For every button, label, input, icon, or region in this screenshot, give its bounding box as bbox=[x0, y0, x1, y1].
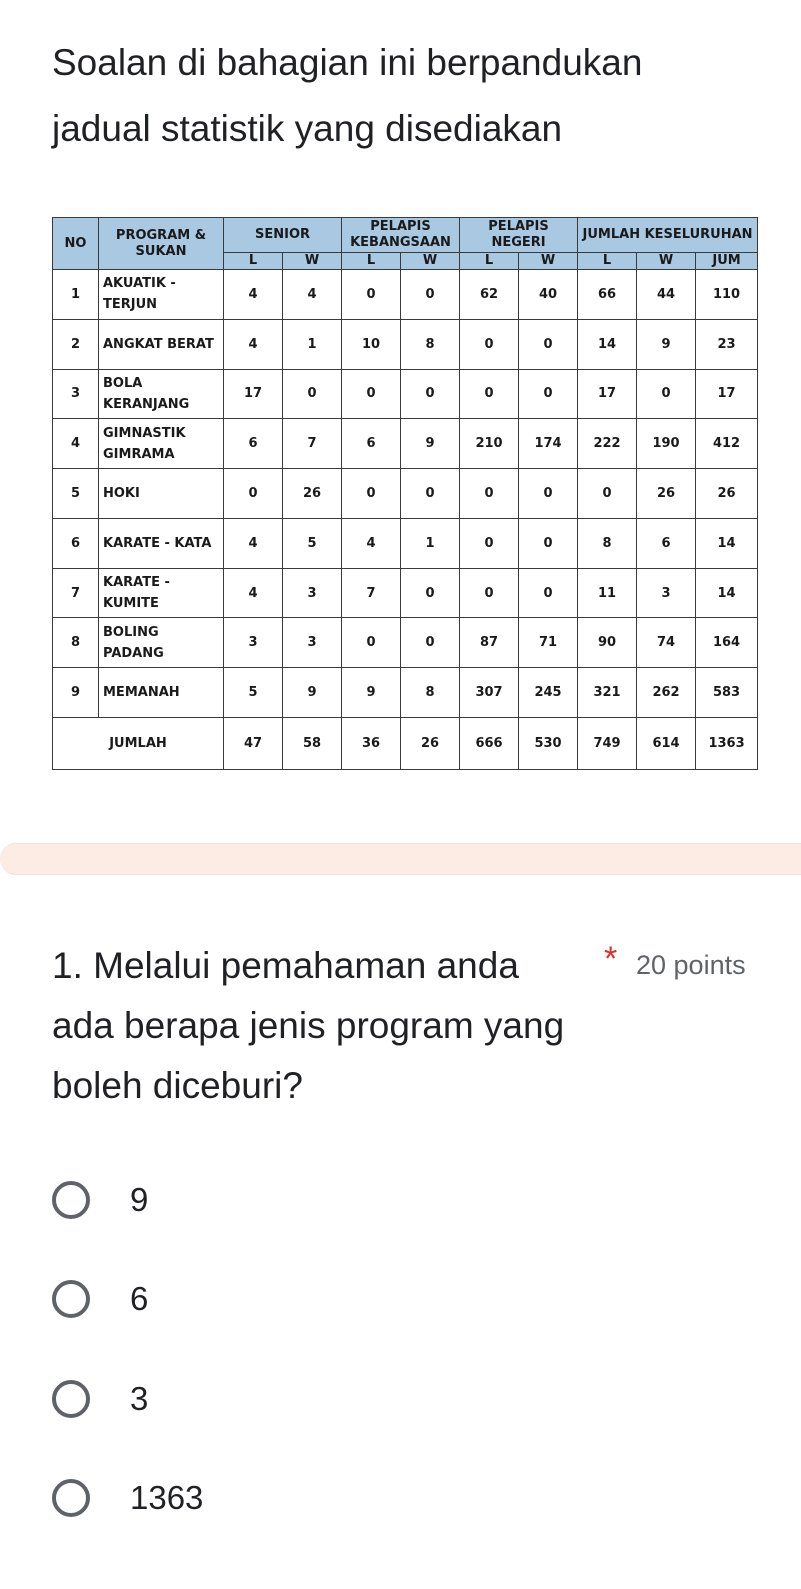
row-number: 4 bbox=[53, 419, 99, 469]
radio-button[interactable] bbox=[52, 1181, 90, 1219]
table-cell: 110 bbox=[696, 270, 758, 320]
table-cell: 583 bbox=[696, 668, 758, 718]
table-cell: 6 bbox=[342, 419, 401, 469]
table-cell: 0 bbox=[519, 369, 578, 419]
table-cell: 9 bbox=[283, 668, 342, 718]
question-line: ada berapa jenis program yang bbox=[52, 1005, 565, 1046]
table-cell: 3 bbox=[637, 568, 696, 618]
option-2[interactable] bbox=[52, 1269, 452, 1329]
table-cell: 8 bbox=[578, 518, 637, 568]
header-pelapis-negeri: PELAPIS NEGERI bbox=[460, 218, 578, 253]
option-4[interactable] bbox=[52, 1468, 452, 1528]
table-cell: 3 bbox=[224, 618, 283, 668]
total-cell: 36 bbox=[342, 718, 401, 770]
radio-button[interactable] bbox=[52, 1280, 90, 1318]
table-cell: 14 bbox=[696, 518, 758, 568]
table-cell: 4 bbox=[224, 518, 283, 568]
table-cell: 26 bbox=[283, 469, 342, 519]
header-no: NO bbox=[53, 218, 99, 270]
total-cell: 614 bbox=[637, 718, 696, 770]
table-cell: 66 bbox=[578, 270, 637, 320]
table-row bbox=[53, 618, 758, 668]
subheader-w: W bbox=[401, 253, 460, 270]
table-cell: 62 bbox=[460, 270, 519, 320]
program-name: KARATE - KATA bbox=[99, 518, 224, 568]
table-cell: 164 bbox=[696, 618, 758, 668]
question-title bbox=[52, 936, 612, 1116]
table-cell: 0 bbox=[342, 369, 401, 419]
header-senior: SENIOR bbox=[224, 218, 342, 253]
table-cell: 4 bbox=[283, 270, 342, 320]
radio-button[interactable] bbox=[52, 1479, 90, 1517]
table-cell: 3 bbox=[283, 568, 342, 618]
table-cell: 0 bbox=[460, 469, 519, 519]
table-row bbox=[53, 469, 758, 519]
table-cell: 0 bbox=[401, 568, 460, 618]
table-cell: 0 bbox=[401, 469, 460, 519]
subheader-jum: JUM bbox=[696, 253, 758, 270]
section-divider bbox=[0, 843, 801, 875]
program-name: BOLA KERANJANG bbox=[99, 369, 224, 419]
table-cell: 9 bbox=[637, 319, 696, 369]
total-label: JUMLAH bbox=[53, 718, 224, 770]
table-cell: 0 bbox=[637, 369, 696, 419]
program-name: MEMANAH bbox=[99, 668, 224, 718]
description-line: jadual statistik yang disediakan bbox=[52, 108, 563, 149]
program-name: GIMNASTIK GIMRAMA bbox=[99, 419, 224, 469]
table-cell: 210 bbox=[460, 419, 519, 469]
table-cell: 14 bbox=[578, 319, 637, 369]
table-cell: 190 bbox=[637, 419, 696, 469]
table-cell: 262 bbox=[637, 668, 696, 718]
table-cell: 0 bbox=[224, 469, 283, 519]
table-cell: 40 bbox=[519, 270, 578, 320]
table-cell: 4 bbox=[224, 270, 283, 320]
table-cell: 9 bbox=[342, 668, 401, 718]
table-cell: 0 bbox=[460, 369, 519, 419]
table-cell: 9 bbox=[401, 419, 460, 469]
table-cell: 44 bbox=[637, 270, 696, 320]
table-cell: 1 bbox=[401, 518, 460, 568]
table-cell: 0 bbox=[519, 568, 578, 618]
header-program: PROGRAM & SUKAN bbox=[99, 218, 224, 270]
table-cell: 321 bbox=[578, 668, 637, 718]
table-cell: 245 bbox=[519, 668, 578, 718]
subheader-l: L bbox=[578, 253, 637, 270]
table-cell: 17 bbox=[578, 369, 637, 419]
table-cell: 5 bbox=[283, 518, 342, 568]
table-cell: 71 bbox=[519, 618, 578, 668]
row-number: 6 bbox=[53, 518, 99, 568]
statistics-table bbox=[52, 217, 758, 770]
table-row bbox=[53, 518, 758, 568]
table-cell: 0 bbox=[519, 469, 578, 519]
question-line: boleh diceburi? bbox=[52, 1065, 303, 1106]
option-label: 3 bbox=[130, 1380, 149, 1417]
table-cell: 4 bbox=[342, 518, 401, 568]
table-cell: 0 bbox=[578, 469, 637, 519]
table-cell: 0 bbox=[519, 518, 578, 568]
option-label: 9 bbox=[130, 1181, 149, 1218]
table-cell: 0 bbox=[460, 568, 519, 618]
question-points: 20 points bbox=[636, 950, 746, 980]
program-name: KARATE - KUMITE bbox=[99, 568, 224, 618]
total-cell: 26 bbox=[401, 718, 460, 770]
radio-button[interactable] bbox=[52, 1380, 90, 1418]
table-cell: 3 bbox=[283, 618, 342, 668]
row-number: 7 bbox=[53, 568, 99, 618]
option-label: 6 bbox=[130, 1280, 149, 1317]
table-row bbox=[53, 668, 758, 718]
subheader-l: L bbox=[342, 253, 401, 270]
table-cell: 23 bbox=[696, 319, 758, 369]
table-cell: 5 bbox=[224, 668, 283, 718]
table-cell: 0 bbox=[342, 469, 401, 519]
table-cell: 0 bbox=[342, 618, 401, 668]
table-row bbox=[53, 568, 758, 618]
table-cell: 17 bbox=[224, 369, 283, 419]
table-row bbox=[53, 270, 758, 320]
table-row bbox=[53, 319, 758, 369]
program-name: HOKI bbox=[99, 469, 224, 519]
table-cell: 4 bbox=[224, 568, 283, 618]
table-cell: 174 bbox=[519, 419, 578, 469]
table-cell: 6 bbox=[637, 518, 696, 568]
table-cell: 0 bbox=[401, 270, 460, 320]
table-cell: 90 bbox=[578, 618, 637, 668]
table-cell: 74 bbox=[637, 618, 696, 668]
option-3[interactable] bbox=[52, 1369, 452, 1429]
subheader-w: W bbox=[637, 253, 696, 270]
table-cell: 6 bbox=[224, 419, 283, 469]
table-cell: 4 bbox=[224, 319, 283, 369]
header-jumlah-keseluruhan: JUMLAH KESELURUHAN bbox=[578, 218, 758, 253]
table-cell: 1 bbox=[283, 319, 342, 369]
table-cell: 11 bbox=[578, 568, 637, 618]
table-row bbox=[53, 419, 758, 469]
total-cell: 1363 bbox=[696, 718, 758, 770]
question-line: 1. Melalui pemahaman anda bbox=[52, 945, 519, 986]
table-row bbox=[53, 369, 758, 419]
table-cell: 10 bbox=[342, 319, 401, 369]
table-cell: 8 bbox=[401, 668, 460, 718]
row-number: 8 bbox=[53, 618, 99, 668]
subheader-w: W bbox=[283, 253, 342, 270]
total-cell: 47 bbox=[224, 718, 283, 770]
description-line: Soalan di bahagian ini berpandukan bbox=[52, 42, 643, 83]
table-cell: 0 bbox=[342, 270, 401, 320]
row-number: 5 bbox=[53, 469, 99, 519]
subheader-w: W bbox=[519, 253, 578, 270]
row-number: 3 bbox=[53, 369, 99, 419]
table-cell: 26 bbox=[696, 469, 758, 519]
table-cell: 8 bbox=[401, 319, 460, 369]
section-description bbox=[52, 30, 752, 162]
table-cell: 0 bbox=[283, 369, 342, 419]
table-cell: 26 bbox=[637, 469, 696, 519]
table-cell: 7 bbox=[342, 568, 401, 618]
table-cell: 222 bbox=[578, 419, 637, 469]
program-name: BOLING PADANG bbox=[99, 618, 224, 668]
table-cell: 0 bbox=[519, 319, 578, 369]
subheader-l: L bbox=[460, 253, 519, 270]
table-cell: 7 bbox=[283, 419, 342, 469]
total-cell: 749 bbox=[578, 718, 637, 770]
table-cell: 17 bbox=[696, 369, 758, 419]
program-name: ANGKAT BERAT bbox=[99, 319, 224, 369]
table-body bbox=[53, 270, 758, 770]
total-row bbox=[53, 718, 758, 770]
total-cell: 530 bbox=[519, 718, 578, 770]
required-asterisk: * bbox=[604, 940, 618, 978]
table-cell: 412 bbox=[696, 419, 758, 469]
table-cell: 14 bbox=[696, 568, 758, 618]
table-cell: 0 bbox=[460, 518, 519, 568]
table-cell: 0 bbox=[460, 319, 519, 369]
total-cell: 666 bbox=[460, 718, 519, 770]
option-label: 1363 bbox=[130, 1479, 204, 1516]
row-number: 9 bbox=[53, 668, 99, 718]
table-cell: 307 bbox=[460, 668, 519, 718]
table-cell: 0 bbox=[401, 369, 460, 419]
row-number: 1 bbox=[53, 270, 99, 320]
subheader-l: L bbox=[224, 253, 283, 270]
total-cell: 58 bbox=[283, 718, 342, 770]
table-cell: 0 bbox=[401, 618, 460, 668]
option-1[interactable] bbox=[52, 1170, 452, 1230]
table-cell: 87 bbox=[460, 618, 519, 668]
row-number: 2 bbox=[53, 319, 99, 369]
header-pelapis-kebangsaan: PELAPIS KEBANGSAAN bbox=[342, 218, 460, 253]
program-name: AKUATIK - TERJUN bbox=[99, 270, 224, 320]
